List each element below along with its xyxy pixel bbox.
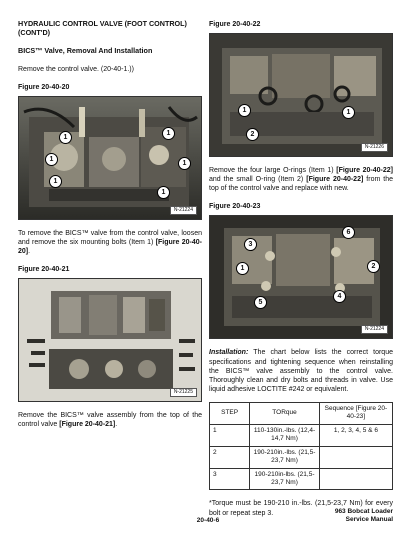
table-cell: 1 (210, 424, 250, 446)
callout-marker: 3 (244, 238, 257, 251)
callout-marker: 1 (178, 157, 191, 170)
text-run: Remove the four large O-rings (Item 1) (209, 167, 337, 175)
text-run: To remove the BICS™ valve from the control valve, loosen and remove the six mounting bolts (Item 1) (18, 229, 202, 246)
callout-marker: 1 (45, 153, 58, 166)
table-cell: 190-210in.-lbs. (21,5-23,7 Nm) (250, 446, 320, 468)
text-run: Remove the BICS™ valve assembly from the top of the control valve (18, 412, 202, 429)
callout-marker: 1 (342, 106, 355, 119)
footer-manual: Service Manual (345, 516, 393, 524)
text-run: The chart below lists the correct torque specifications and tightening sequence when reinstalling the BICS™ valve assembly to the control valve. Thoroughly clean and dry bolts and threads in valve. Use liquid adhesive LOCTITE #242 or equivalent. (209, 349, 393, 393)
paragraph-installation (209, 348, 393, 393)
paragraph-o-rings (209, 166, 393, 193)
callout-marker: 6 (342, 226, 355, 239)
figure-reference: [Figure 20-40-22] (306, 176, 364, 184)
figure-photo (209, 215, 393, 339)
column-header: TORque (250, 402, 320, 424)
text-run: from the top of the control valve and replace with new. (209, 176, 394, 193)
photo-id-label: N-21224 (361, 325, 388, 334)
callout-marker: 2 (367, 260, 380, 273)
torque-table (209, 402, 393, 491)
callout-marker: 1 (236, 262, 249, 275)
left-column (18, 20, 202, 429)
table-cell (319, 446, 392, 468)
photo-id-label: N-21224 (170, 206, 197, 215)
torque-note: *Torque must be 190-210 in.-lbs. (21,5-23,7 Nm) for every bolt or repeat step 3. (209, 500, 393, 517)
text-run: . (28, 248, 31, 256)
figure-label: Figure 20-40-23 (209, 203, 261, 211)
right-column (209, 20, 393, 518)
column-header: Sequence [Figure 20-40-23] (319, 402, 392, 424)
figure-reference: [Figure 20-40-20] (18, 238, 202, 256)
figure-label: Figure 20-40-20 (18, 83, 70, 91)
figure-label: Figure 20-40-21 (18, 266, 70, 274)
table-row (210, 446, 393, 468)
figure-reference: [Figure 20-40-21] (59, 421, 116, 429)
table-cell: 110-130in.-lbs. (12,4-14,7 Nm) (250, 424, 320, 446)
text-run: and the small O-ring (Item 2) (209, 176, 307, 184)
paragraph-remove-assembly (18, 411, 202, 429)
callout-marker: 1 (157, 186, 170, 199)
callout-marker: 2 (246, 128, 259, 141)
paragraph-remove-bolts (18, 229, 202, 256)
bolt-sequence-photo-image (210, 216, 393, 339)
installation-lead: Installation: (209, 349, 249, 357)
section-title: HYDRAULIC CONTROL VALVE (FOOT CONTROL) (CONT'D) (18, 19, 187, 37)
table-cell (319, 468, 392, 490)
photo-id-label: N-21225 (170, 388, 197, 397)
footer-model: 963 Bobcat Loader (334, 508, 393, 515)
figure-photo (18, 278, 202, 402)
figure-reference: [Figure 20-40-22] (336, 167, 393, 175)
figure-label: Figure 20-40-22 (209, 21, 261, 28)
callout-marker: 1 (238, 104, 251, 117)
callout-marker: 1 (59, 131, 72, 144)
callout-marker: 5 (254, 296, 267, 309)
table-cell: 190-210in-lbs. (21,5-23,7 Nm) (250, 468, 320, 490)
table-cell: 1, 2, 3, 4, 5 & 6 (319, 424, 392, 446)
table-row (210, 424, 393, 446)
table-row (210, 468, 393, 490)
text-run: . (115, 421, 118, 429)
intro-paragraph: Remove the control valve. (20-40-1.)) (18, 65, 134, 73)
table-cell: 2 (210, 446, 250, 468)
callout-marker: 4 (333, 290, 346, 303)
callout-marker: 1 (49, 175, 62, 188)
subheading: BICS™ Valve, Removal And Installation (18, 46, 153, 56)
figure-photo (18, 96, 202, 220)
column-header: STEP (210, 402, 250, 424)
valve-assembly-photo-image (19, 279, 202, 402)
table-cell: 3 (210, 468, 250, 490)
page-number: 20-40-6 (196, 517, 220, 524)
callout-marker: 1 (162, 127, 175, 140)
photo-id-label: N-21226 (361, 143, 388, 152)
figure-photo (209, 33, 393, 157)
table-header-row (210, 402, 393, 424)
o-ring-photo-image (210, 34, 393, 157)
